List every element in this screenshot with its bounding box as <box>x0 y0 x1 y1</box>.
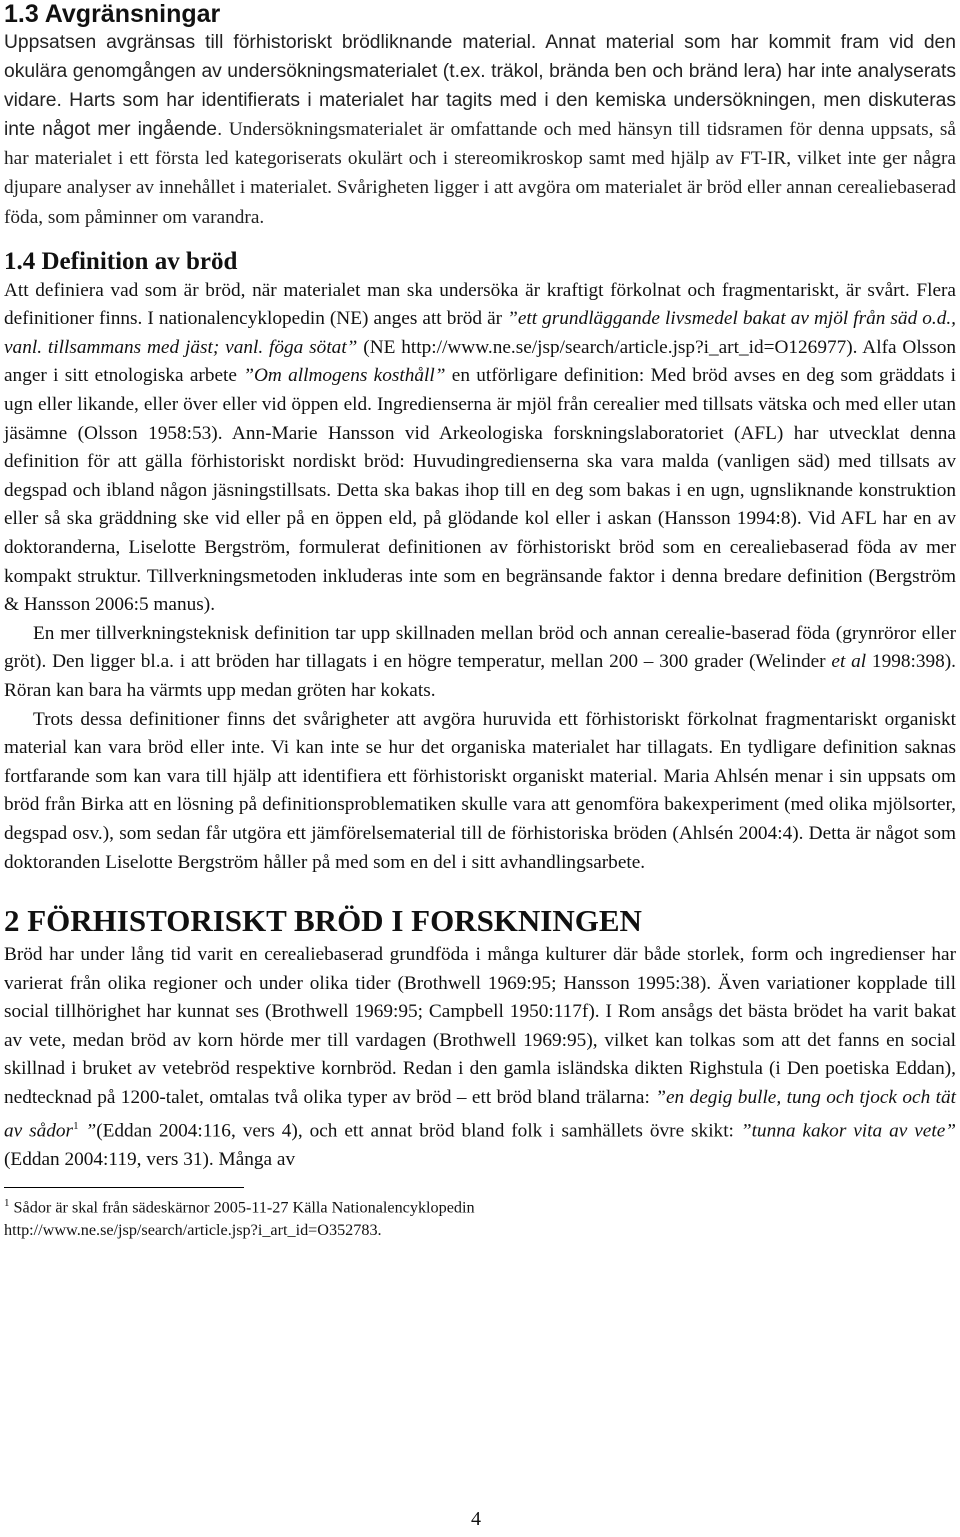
document-page <box>4 0 956 1242</box>
footnote-1 <box>4 1192 956 1242</box>
footnote-number: 1 <box>4 1196 10 1209</box>
footnote-text: Sådor är skal från sädeskärnor 2005-11-27 Källa Nationalencyklopedin <box>9 1198 475 1217</box>
section-1-4-p2-text-a: En mer tillverkningsteknisk definition tar upp skillnaden mellan bröd och annan cerealie-baserad föda (grynröror eller gröt). Den ligger bl.a. i att bröden har tillagats i en högre temperatur, mellan 200 – 300 grader (Welinder <box>4 622 956 673</box>
section-1-3-text-a: Uppsatsen avgränsas till förhistoriskt brödliknande material. Annat material som har kommit fram vid den okulära genomgången av undersökningsmaterialet (t.ex. träkol, brända ben och bränd lera) har inte analyserats vidare. Harts som har identifierats i materialet har tagits med i den kemiska undersökningen, men diskuteras inte något mer ingående. <box>4 32 956 141</box>
section-heading-1-4: 1.4 Definition av bröd <box>4 247 238 275</box>
eddan-quote-2: ”tunna kakor vita av vete” <box>740 1120 956 1142</box>
section-1-4-text-a: Att definiera vad som är bröd, när materialet man ska undersöka är kraftigt förkolnat och fragmentariskt, är svårt. Flera definitioner finns. I nationalencyklopedin (NE) anges att bröd är <box>4 279 956 330</box>
section-1-4-text-c: en utförligare definition: Med bröd avses en deg som gräddats i ugn eller likande, eller över eller vid öppen eld. Ingredienserna är mjöl från cerealier med tillsats vätska och med eller utan jäsämne (Olsson 1958:53). Ann-Marie Hansson vid Arkeologiska forskningslaboratoriet (AFL) har utvecklat denna definition för att gälla förhistoriskt nordiskt bröd: Huvudingredienserna ska vara malda (vanligen säd) med tillsats av degspad och ibland någon jäsningstillsats. Detta ska bakas ihop till en deg som bakas i en ugn, ugnsliknande konstruktion eller så ska gräddning ske vid eller på en öppen eld, på glödande kol eller i askan (Hansson 1994:8). Vid AFL har en av doktoranderna, Liselotte Bergström, formulerat definitionen av förhistoriskt bröd som en cerealiebaserad föda av mer kompakt struktur. Tillverkningsmetoden inkluderas inte som en begränsande faktor i denna bredare definition (Bergström & Hansson 2006:5 manus). <box>4 365 956 616</box>
section-2-text-c: (Eddan 2004:119, vers 31). Många av <box>4 1149 296 1171</box>
section-2-text-a: Bröd har under lång tid varit en cerealiebaserad grundföda i många kulturer där både storlek, form och ingredienser har varierat från olika regioner och under olika tider (Brothwell 1969:95; Hansson 1995:38). Även variationer kopplade till social tillhörighet har kunnat ses (Brothwell 1969:95; Campbell 1950:117f). I Rom ansågs det bästa brödet ha varit bakat av vete, medan bröd av korn hörde mer till vardagen (Brothwell 1969:95), vilket kan tolkas som att det fanns en social skillnad i bruket av vetebröd respektive kornbröd. Redan i den gamla isländska dikten Righstula (i Den poetiska Eddan), nedtecknad på 1200-talet, omtalas två olika typer av bröd – ett bröd bland trälarna: <box>4 944 956 1108</box>
footnote-line-1 <box>4 1192 956 1219</box>
section-1-3-paragraph <box>4 28 956 232</box>
footnote-separator <box>4 1187 244 1188</box>
page-number: 4 <box>471 1508 481 1530</box>
section-heading-1-3: 1.3 Avgränsningar <box>4 0 221 28</box>
section-1-4-paragraph-1 <box>4 277 956 620</box>
footnote-url: http://www.ne.se/jsp/search/article.jsp?i_art_id=O352783. <box>4 1221 382 1240</box>
section-2-text-b: (Eddan 2004:116, vers 4), och ett annat bröd bland folk i samhällets övre skikt: <box>96 1120 741 1142</box>
eddan-quote-1-end: ” <box>78 1120 97 1142</box>
section-1-4-text-b: (NE http://www.ne.se/jsp/search/article.jsp?i_art_id=O126977). Alfa Olsson anger i sitt etnologiska arbete <box>4 336 956 387</box>
section-1-4-paragraph-3: Trots dessa definitioner finns det svårigheter att avgöra huruvida ett förhistoriskt förkolnat fragmentariskt organiskt material kan vara bröd eller inte. Vi kan inte se hur det organiska materialet har tillagats. En tydligare definition saknas fortfarande som kan vara till hjälp att identifiera ett förhistoriskt organiskt material. Maria Ahlsén menar i sin uppsats om bröd från Birka att en lösning på definitionsproblematiken skulle vara att genomföra bakexperiment (med olika mjölsorter, degspad osv.), som sedan får utgöra ett jämförelsematerial till de förhistoriska bröden (Ahlsén 2004:4). Detta är något som doktoranden Liselotte Bergström håller på med som en del i sitt avhandlingsarbete. <box>4 708 956 873</box>
section-1-4-paragraph-2 <box>4 620 956 706</box>
footnote-ref-1: 1 <box>73 1120 79 1133</box>
section-heading-2: 2 FÖRHISTORISKT BRÖD I FORSKNINGEN <box>4 903 642 939</box>
section-1-4-p2-text-b: 1998:398). Röran kan bara ha värmts upp medan gröten har kokats. <box>4 651 957 701</box>
section-1-3-text-b: Undersökningsmaterialet är omfattande och med hänsyn till tidsramen för denna uppsats, så har materialet i ett första led kategoriserats okulärt och i stereomikroskop samt med hjälp av FT-IR, vilket inte ger några djupare analyser av innehållet i materialet. Svårigheten ligger i att avgöra om materialet är bröd eller annan cerealiebaserad föda, som påminner om varandra. <box>4 119 956 228</box>
olsson-work-title: ”Om allmogens kosthåll” <box>243 365 446 387</box>
et-al-italic: et al <box>831 651 867 673</box>
ne-definition-quote: ”ett grundläggande livsmedel bakat av mjöl från säd o.d., vanl. tillsammans med jäst; vanl. föga sötat” <box>4 308 956 358</box>
eddan-quote-1: ”en degig bulle, tung och tjock och tät av sådor <box>4 1086 956 1142</box>
section-2-paragraph-1 <box>4 941 956 1175</box>
